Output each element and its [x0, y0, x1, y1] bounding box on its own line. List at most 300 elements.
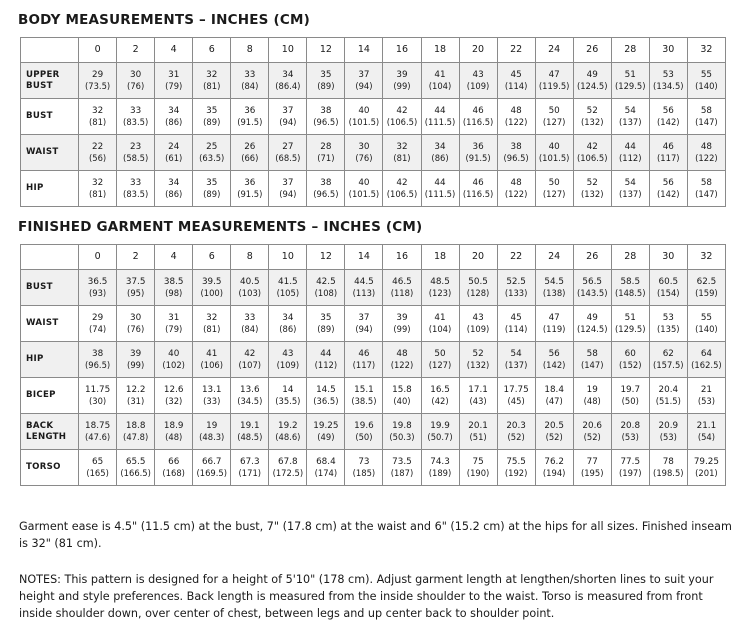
- measurement-row: [21, 171, 726, 207]
- cm-value: (53): [621, 431, 639, 442]
- cm-value: (48.5): [237, 431, 263, 442]
- measurement-cell: [611, 306, 649, 342]
- inches-value: 32: [92, 106, 104, 116]
- measurement-cell: [79, 342, 117, 378]
- cm-value: (119.5): [538, 80, 570, 91]
- inches-value: 36: [472, 142, 484, 152]
- cm-value: (63.5): [199, 152, 225, 163]
- measurement-cell: [383, 342, 421, 378]
- cm-value: (95): [127, 287, 145, 298]
- cm-value: (52): [583, 431, 601, 442]
- inches-value: 52: [472, 349, 484, 359]
- cm-value: (116.5): [462, 116, 494, 127]
- inches-value: 46: [662, 142, 674, 152]
- cm-value: (40): [393, 395, 411, 406]
- row-label: [21, 63, 79, 99]
- inches-value: 18.9: [163, 421, 184, 431]
- inches-value: 31: [168, 70, 180, 80]
- size-header: 2: [117, 38, 155, 63]
- inches-value: 38.5: [163, 277, 184, 287]
- size-header: 30: [649, 245, 687, 270]
- measurement-cell: [459, 450, 497, 486]
- measurement-cell: [383, 306, 421, 342]
- cm-value: (140): [695, 80, 718, 91]
- inches-value: 46: [358, 349, 370, 359]
- measurement-cell: [155, 270, 193, 306]
- inches-value: 77.5: [620, 457, 641, 467]
- cm-value: (114): [504, 80, 528, 91]
- measurement-cell: [649, 414, 687, 450]
- inches-value: 40: [358, 106, 370, 116]
- cm-value: (127): [542, 188, 566, 199]
- cm-value: (47): [545, 395, 563, 406]
- inches-value: 51: [624, 70, 636, 80]
- inches-value: 55: [700, 70, 713, 80]
- inches-value: 34: [168, 106, 180, 116]
- inches-value: 34: [168, 178, 180, 188]
- inches-value: 39.5: [201, 277, 222, 287]
- inches-value: 62.5: [696, 277, 717, 287]
- cm-value: (108): [314, 287, 338, 298]
- measurement-cell: [649, 63, 687, 99]
- measurement-cell: [649, 342, 687, 378]
- cm-value: (132): [466, 359, 490, 370]
- inches-value: 50: [548, 178, 560, 188]
- cm-value: (127): [542, 116, 566, 127]
- measurement-cell: [497, 450, 535, 486]
- measurement-cell: [269, 306, 307, 342]
- cm-value: (86): [165, 116, 183, 127]
- inches-value: 20.3: [506, 421, 526, 431]
- inches-value: 29: [92, 313, 104, 323]
- cm-value: (105): [276, 287, 300, 298]
- measurement-cell: [307, 342, 345, 378]
- cm-value: (102): [162, 359, 185, 370]
- cm-value: (117): [657, 152, 680, 163]
- measurement-cell: [117, 306, 155, 342]
- measurement-cell: [117, 450, 155, 486]
- inches-value: 48: [700, 142, 713, 152]
- cm-value: (86): [431, 152, 449, 163]
- cm-value: (89): [317, 323, 335, 334]
- cm-value: (79): [165, 323, 183, 334]
- inches-value: 17.1: [468, 385, 488, 395]
- cm-value: (172.5): [272, 467, 304, 478]
- measurement-cell: [573, 99, 611, 135]
- measurement-cell: [117, 342, 155, 378]
- measurement-cell: [687, 342, 725, 378]
- inches-value: 33: [130, 178, 142, 188]
- inches-value: 19: [206, 421, 218, 431]
- cm-value: (43): [469, 395, 487, 406]
- inches-value: 48: [396, 349, 408, 359]
- row-label: [21, 270, 79, 306]
- cm-value: (31): [127, 395, 145, 406]
- inches-value: 50: [434, 349, 446, 359]
- cm-value: (83.5): [123, 188, 149, 199]
- inches-value: 48: [510, 178, 522, 188]
- measurement-cell: [535, 270, 573, 306]
- measurement-cell: [79, 450, 117, 486]
- measurement-cell: [687, 306, 725, 342]
- measurement-cell: [611, 99, 649, 135]
- measurement-row: [21, 378, 726, 414]
- size-header: 16: [383, 38, 421, 63]
- measurement-cell: [687, 378, 725, 414]
- cm-value: (81): [89, 188, 107, 199]
- inches-value: 67.3: [239, 457, 260, 467]
- cm-value: (185): [352, 467, 376, 478]
- inches-value: 20.9: [658, 421, 679, 431]
- row-label: [21, 450, 79, 486]
- cm-value: (171): [238, 467, 262, 478]
- cm-value: (106): [200, 359, 223, 370]
- inches-value: 32: [206, 70, 218, 80]
- cm-value: (96.5): [313, 188, 339, 199]
- measurement-cell: [421, 63, 459, 99]
- cm-value: (53): [659, 431, 677, 442]
- inches-value: 19.6: [354, 421, 374, 431]
- measurement-cell: [535, 414, 573, 450]
- inches-value: 20.8: [620, 421, 641, 431]
- measurement-cell: [649, 270, 687, 306]
- cm-value: (33): [203, 395, 221, 406]
- cm-value: (45): [507, 395, 525, 406]
- row-label-line: UPPER: [26, 70, 60, 80]
- cm-value: (148.5): [615, 287, 646, 298]
- measurement-cell: [535, 171, 573, 207]
- measurement-cell: [421, 378, 459, 414]
- size-header: 32: [687, 245, 725, 270]
- cm-value: (128): [466, 287, 490, 298]
- size-header: 22: [497, 38, 535, 63]
- measurement-cell: [459, 99, 497, 135]
- measurement-cell: [79, 135, 117, 171]
- size-header: 8: [231, 38, 269, 63]
- size-header: 0: [79, 245, 117, 270]
- cm-value: (58.5): [123, 152, 149, 163]
- size-header: 14: [345, 245, 383, 270]
- cm-value: (48): [165, 431, 183, 442]
- measurement-cell: [307, 135, 345, 171]
- inches-value: 73: [358, 457, 370, 467]
- measurement-cell: [193, 99, 231, 135]
- measurement-cell: [231, 171, 269, 207]
- cm-value: (51.5): [655, 395, 681, 406]
- size-header: 8: [231, 245, 269, 270]
- inches-value: 43: [472, 70, 484, 80]
- measurement-cell: [307, 378, 345, 414]
- inches-value: 42: [396, 106, 408, 116]
- cm-value: (47.8): [123, 431, 149, 442]
- cm-value: (56): [89, 152, 107, 163]
- measurement-cell: [459, 135, 497, 171]
- cm-value: (142): [657, 188, 680, 199]
- cm-value: (99): [393, 323, 411, 334]
- inches-value: 73.5: [392, 457, 412, 467]
- cm-value: (129.5): [615, 323, 646, 334]
- row-label-line: BUST: [26, 80, 53, 91]
- cm-value: (48.3): [199, 431, 225, 442]
- measurement-cell: [535, 99, 573, 135]
- cm-value: (86): [279, 323, 297, 334]
- cm-value: (114): [504, 323, 528, 334]
- measurement-cell: [573, 270, 611, 306]
- inches-value: 30: [130, 313, 142, 323]
- cm-value: (49): [317, 431, 335, 442]
- measurement-cell: [573, 63, 611, 99]
- inches-value: 37: [358, 313, 370, 323]
- cm-value: (36.5): [313, 395, 339, 406]
- measurement-cell: [611, 414, 649, 450]
- inches-value: 56.5: [582, 277, 602, 287]
- row-label-line: WAIST: [26, 147, 59, 158]
- inches-value: 36: [244, 178, 256, 188]
- measurement-cell: [269, 135, 307, 171]
- row-label: [21, 306, 79, 342]
- cm-value: (117): [352, 359, 376, 370]
- measurement-cell: [687, 135, 725, 171]
- measurement-cell: [231, 270, 269, 306]
- cm-value: (93): [89, 287, 107, 298]
- measurement-cell: [421, 135, 459, 171]
- cm-value: (32): [165, 395, 183, 406]
- size-header: 26: [573, 38, 611, 63]
- inches-value: 42.5: [316, 277, 336, 287]
- measurement-cell: [497, 342, 535, 378]
- cm-value: (124.5): [576, 80, 608, 91]
- inches-value: 33: [244, 313, 256, 323]
- measurement-cell: [155, 99, 193, 135]
- measurement-cell: [79, 414, 117, 450]
- inches-value: 54: [510, 349, 522, 359]
- row-label: [21, 135, 79, 171]
- measurement-cell: [345, 414, 383, 450]
- row-label: [21, 171, 79, 207]
- measurement-cell: [155, 135, 193, 171]
- cm-value: (197): [618, 467, 642, 478]
- measurement-cell: [459, 63, 497, 99]
- measurement-cell: [573, 378, 611, 414]
- measurement-cell: [459, 270, 497, 306]
- measurement-cell: [687, 171, 725, 207]
- inches-value: 58: [700, 106, 713, 116]
- inches-value: 37: [358, 70, 370, 80]
- cm-value: (135): [657, 323, 680, 334]
- measurement-cell: [345, 378, 383, 414]
- inches-value: 43: [472, 313, 484, 323]
- measurement-cell: [459, 414, 497, 450]
- inches-value: 20.4: [658, 385, 679, 395]
- cm-value: (168): [162, 467, 185, 478]
- inches-value: 39: [130, 349, 142, 359]
- inches-value: 38: [320, 106, 332, 116]
- cm-value: (76): [127, 323, 145, 334]
- cm-value: (61): [165, 152, 183, 163]
- measurement-cell: [687, 414, 725, 450]
- inches-value: 42: [396, 178, 408, 188]
- cm-value: (94): [355, 80, 373, 91]
- measurement-cell: [611, 450, 649, 486]
- cm-value: (103): [238, 287, 262, 298]
- cm-value: (109): [466, 80, 490, 91]
- cm-value: (106.5): [576, 152, 608, 163]
- corner-cell: [21, 245, 79, 270]
- inches-value: 36: [244, 106, 256, 116]
- cm-value: (166.5): [120, 467, 151, 478]
- cm-value: (162.5): [691, 359, 722, 370]
- cm-value: (100): [200, 287, 223, 298]
- cm-value: (98): [165, 287, 183, 298]
- cm-value: (51): [469, 431, 487, 442]
- corner-cell: [21, 38, 79, 63]
- inches-value: 41: [206, 349, 218, 359]
- measurement-cell: [231, 414, 269, 450]
- inches-value: 65.5: [125, 457, 146, 467]
- measurement-cell: [687, 270, 725, 306]
- inches-value: 38: [92, 349, 104, 359]
- inches-value: 38: [510, 142, 522, 152]
- inches-value: 25: [206, 142, 218, 152]
- measurement-cell: [459, 378, 497, 414]
- size-header: 18: [421, 38, 459, 63]
- inches-value: 35: [206, 178, 218, 188]
- cm-value: (96.5): [313, 116, 339, 127]
- measurement-cell: [231, 63, 269, 99]
- measurement-cell: [383, 378, 421, 414]
- measurement-cell: [421, 99, 459, 135]
- cm-value: (89): [203, 188, 221, 199]
- size-header: 10: [269, 38, 307, 63]
- inches-value: 13.6: [239, 385, 260, 395]
- cm-value: (124.5): [576, 323, 608, 334]
- inches-value: 12.6: [163, 385, 184, 395]
- measurement-cell: [573, 450, 611, 486]
- inches-value: 41: [434, 313, 446, 323]
- row-label-line: TORSO: [26, 462, 61, 473]
- inches-value: 34: [282, 70, 294, 80]
- measurement-cell: [117, 99, 155, 135]
- measurement-cell: [79, 63, 117, 99]
- measurement-cell: [535, 450, 573, 486]
- measurement-cell: [611, 378, 649, 414]
- measurement-cell: [345, 270, 383, 306]
- garment-measurements-table: [20, 244, 726, 486]
- cm-value: (109): [276, 359, 300, 370]
- inches-value: 19.7: [620, 385, 641, 395]
- measurement-row: [21, 135, 726, 171]
- measurement-cell: [421, 270, 459, 306]
- cm-value: (122): [504, 188, 528, 199]
- cm-value: (91.5): [465, 152, 491, 163]
- size-header: 4: [155, 38, 193, 63]
- inches-value: 41: [434, 70, 446, 80]
- inches-value: 32: [396, 142, 408, 152]
- measurement-cell: [269, 378, 307, 414]
- cm-value: (109): [466, 323, 490, 334]
- inches-value: 40: [358, 178, 370, 188]
- measurement-cell: [307, 171, 345, 207]
- inches-value: 44: [434, 106, 446, 116]
- cm-value: (84): [241, 80, 259, 91]
- body-measurements-table: [20, 37, 726, 207]
- measurement-cell: [231, 306, 269, 342]
- inches-value: 35: [320, 313, 332, 323]
- measurement-cell: [117, 414, 155, 450]
- measurement-cell: [231, 99, 269, 135]
- cm-value: (84): [241, 323, 259, 334]
- inches-value: 68.4: [316, 457, 336, 467]
- inches-value: 18.8: [125, 421, 146, 431]
- inches-value: 11.75: [85, 385, 111, 395]
- cm-value: (91.5): [237, 188, 263, 199]
- size-header: 6: [193, 245, 231, 270]
- cm-value: (190): [466, 467, 490, 478]
- measurement-cell: [231, 450, 269, 486]
- inches-value: 44: [434, 178, 446, 188]
- measurement-cell: [155, 63, 193, 99]
- inches-value: 75: [472, 457, 484, 467]
- measurement-cell: [611, 342, 649, 378]
- cm-value: (134.5): [653, 80, 684, 91]
- size-header: 0: [79, 38, 117, 63]
- cm-value: (198.5): [653, 467, 684, 478]
- cm-value: (119): [542, 323, 566, 334]
- inches-value: 75.5: [506, 457, 526, 467]
- cm-value: (138): [542, 287, 566, 298]
- measurement-cell: [193, 63, 231, 99]
- inches-value: 53: [662, 70, 674, 80]
- cm-value: (89): [317, 80, 335, 91]
- size-header: 12: [307, 38, 345, 63]
- measurement-cell: [79, 270, 117, 306]
- inches-value: 24: [168, 142, 180, 152]
- cm-value: (132): [580, 116, 604, 127]
- measurement-cell: [611, 270, 649, 306]
- inches-value: 15.8: [392, 385, 412, 395]
- inches-value: 38: [320, 178, 332, 188]
- row-label-line: LENGTH: [26, 431, 67, 442]
- measurement-cell: [573, 171, 611, 207]
- size-header: 16: [383, 245, 421, 270]
- measurement-cell: [231, 135, 269, 171]
- measurement-cell: [155, 306, 193, 342]
- size-header: 24: [535, 38, 573, 63]
- measurement-cell: [573, 306, 611, 342]
- inches-value: 54: [624, 178, 636, 188]
- inches-value: 74.3: [430, 457, 450, 467]
- inches-value: 32: [206, 313, 218, 323]
- inches-value: 47: [548, 70, 560, 80]
- cm-value: (91.5): [237, 116, 263, 127]
- measurement-cell: [193, 450, 231, 486]
- row-label-line: BUST: [26, 282, 53, 293]
- cm-value: (169.5): [196, 467, 227, 478]
- measurement-cell: [79, 306, 117, 342]
- measurement-cell: [687, 450, 725, 486]
- inches-value: 44.5: [354, 277, 374, 287]
- row-label-line: BACK: [26, 421, 54, 431]
- cm-value: (104): [428, 323, 452, 334]
- cm-value: (101.5): [348, 188, 380, 199]
- size-header: 28: [611, 38, 649, 63]
- cm-value: (132): [580, 188, 604, 199]
- cm-value: (89): [203, 116, 221, 127]
- cm-value: (123): [428, 287, 452, 298]
- cm-value: (140): [695, 323, 718, 334]
- garment-ease-note: Garment ease is 4.5" (11.5 cm) at the bust, 7" (17.8 cm) at the waist and 6" (15.2 cm) at the hips for all sizes. Finished inseam is 32" (81 cm).: [19, 520, 732, 550]
- cm-value: (52): [507, 431, 525, 442]
